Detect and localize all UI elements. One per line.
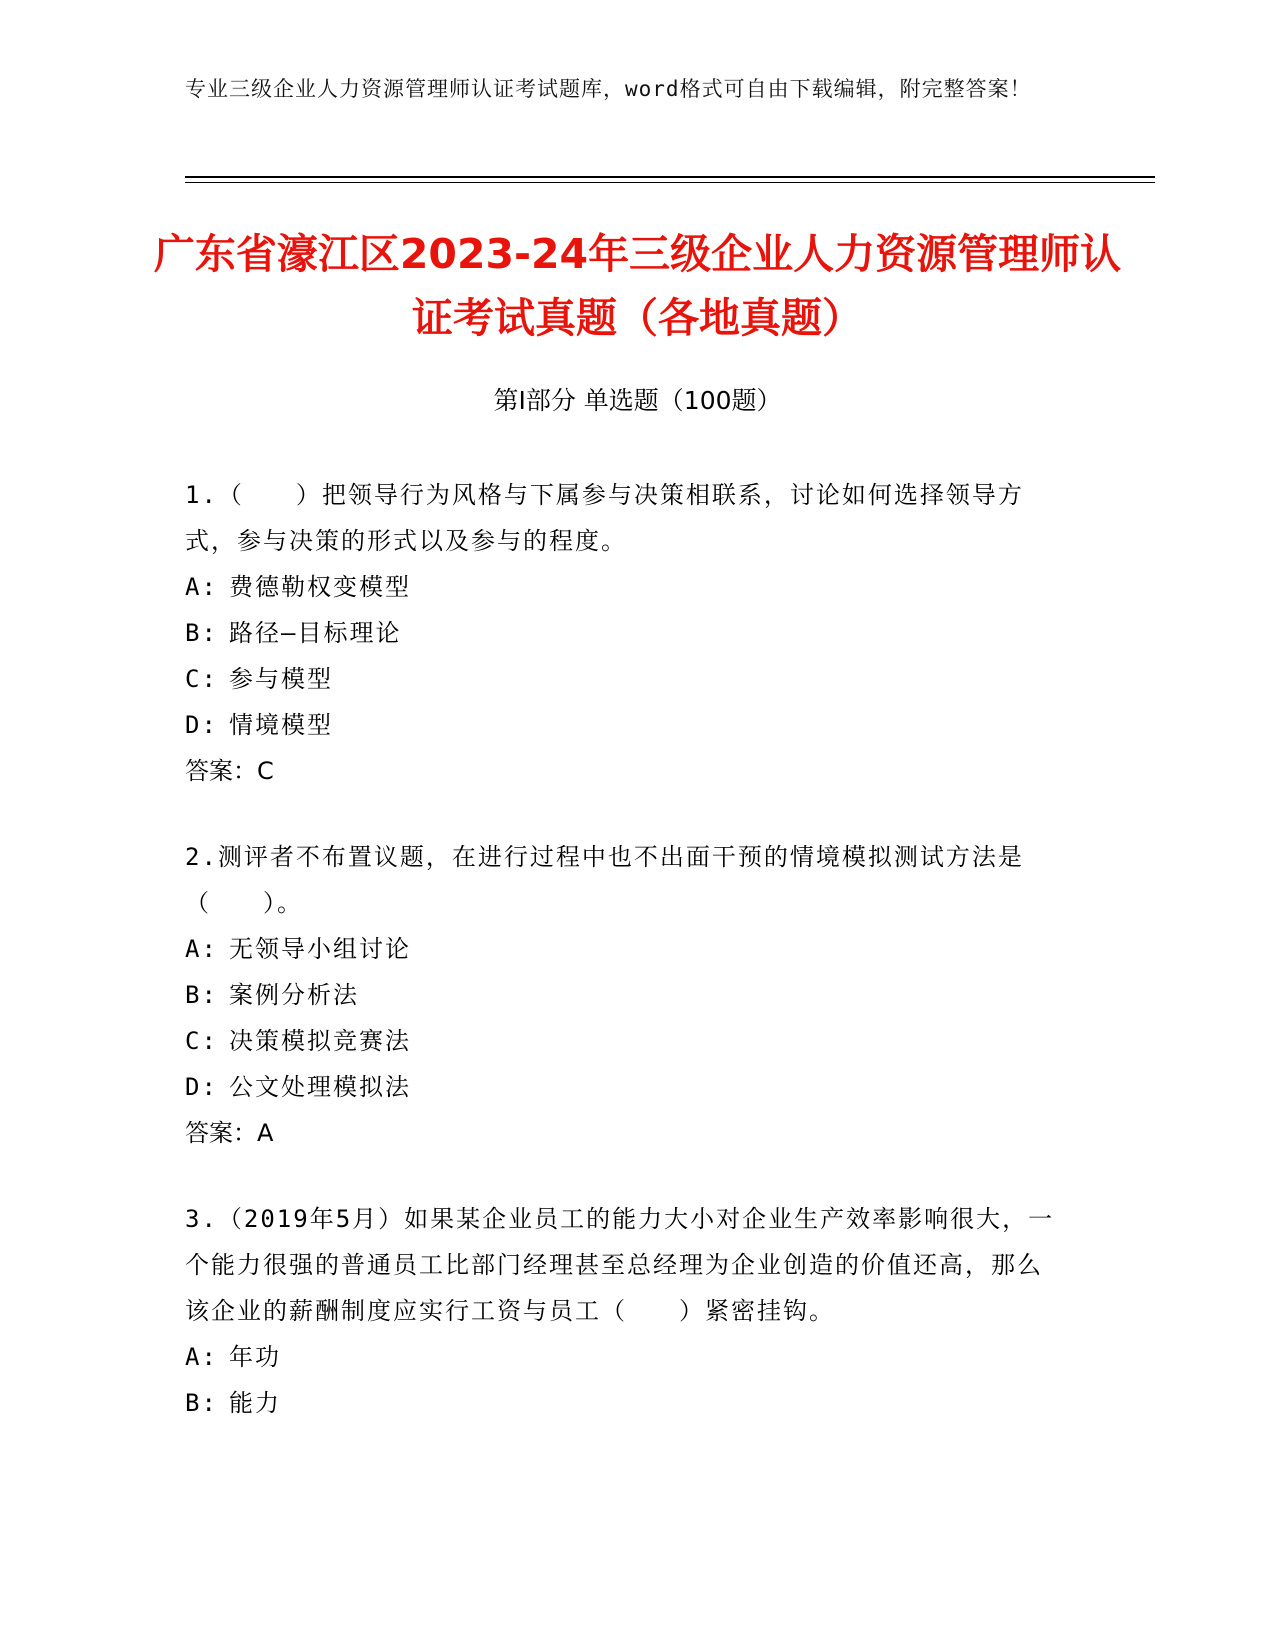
option-a: [185, 564, 1065, 610]
option-letter: C:: [185, 1027, 218, 1055]
option-text: 公文处理模拟法: [229, 1073, 411, 1101]
option-text: 路径—目标理论: [229, 619, 402, 647]
option-b: [185, 972, 1065, 1018]
option-d: [185, 1064, 1065, 1110]
question-stem: 2.测评者不布置议题，在进行过程中也不出面干预的情境模拟测试方法是（ ）。: [185, 843, 1024, 917]
option-a: [185, 1334, 1065, 1380]
option-a: [185, 926, 1065, 972]
option-letter: D:: [185, 1073, 218, 1101]
option-text: 参与模型: [229, 665, 333, 693]
option-c: [185, 1018, 1065, 1064]
question-2: [185, 834, 1065, 1156]
question-list: [185, 472, 1065, 1466]
option-letter: A:: [185, 1343, 218, 1371]
question-stem: 1.（ ）把领导行为风格与下属参与决策相联系，讨论如何选择领导方式，参与决策的形式以及参与的程度。: [185, 481, 1024, 555]
option-c: [185, 656, 1065, 702]
answer-line: 答案：C: [185, 757, 274, 785]
header-divider: [185, 176, 1155, 178]
option-text: 能力: [229, 1389, 281, 1417]
header-note: 专业三级企业人力资源管理师认证考试题库，word格式可自由下载编辑，附完整答案！: [185, 77, 1032, 101]
option-letter: B:: [185, 619, 218, 647]
option-text: 案例分析法: [229, 981, 359, 1009]
question-3: [185, 1196, 1065, 1426]
option-text: 决策模拟竞赛法: [229, 1027, 411, 1055]
header-divider-thin: [185, 182, 1155, 183]
question-stem: 3.（2019年5月）如果某企业员工的能力大小对企业生产效率影响很大，一个能力很强的普通员工比部门经理甚至总经理为企业创造的价值还高，那么该企业的薪酬制度应实行工资与员工（ ）紧密挂钩。: [185, 1205, 1055, 1325]
option-text: 无领导小组讨论: [229, 935, 411, 963]
option-letter: C:: [185, 665, 218, 693]
question-1: [185, 472, 1065, 794]
option-letter: D:: [185, 711, 218, 739]
option-letter: B:: [185, 1389, 218, 1417]
option-text: 情境模型: [229, 711, 333, 739]
option-text: 年功: [229, 1343, 281, 1371]
section-heading: 第I部分 单选题（100题）: [493, 386, 782, 415]
option-d: [185, 702, 1065, 748]
option-letter: A:: [185, 573, 218, 601]
document-title: 广东省濠江区2023-24年三级企业人力资源管理师认证考试真题（各地真题）: [153, 230, 1122, 342]
option-b: [185, 1380, 1065, 1426]
option-text: 费德勒权变模型: [229, 573, 411, 601]
answer-line: 答案：A: [185, 1119, 274, 1147]
option-b: [185, 610, 1065, 656]
option-letter: B:: [185, 981, 218, 1009]
option-letter: A:: [185, 935, 218, 963]
